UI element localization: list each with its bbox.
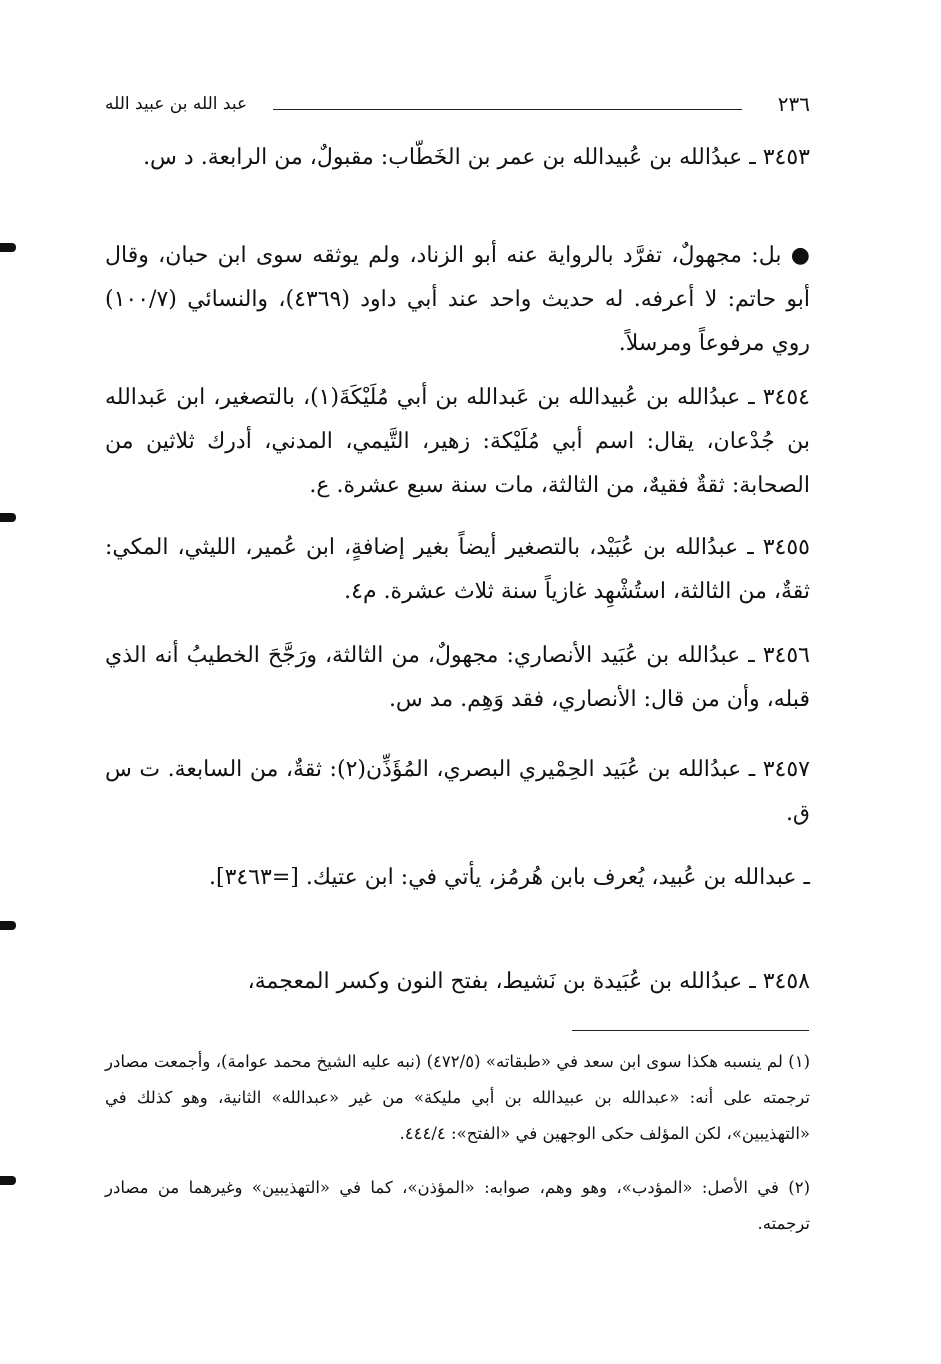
entry-3456: ٣٤٥٦ ـ عبدُالله بن عُبَيد الأنصاري: مجهولٌ، من الثالثة، ورَجَّحَ الخطيبُ أنه الذي قبله، وأن من قال: الأنصاري، فقد وَهِم. مد س.	[105, 643, 810, 712]
entry-3457: ٣٤٥٧ ـ عبدُالله بن عُبَيد الحِمْيري البصري، المُؤَذِّن(٢): ثقةٌ، من السابعة. ت س ق.	[105, 757, 810, 826]
footnote-2: (٢) في الأصل: «المؤدب»، وهو وهم، صوابه: «المؤذن»، كما في «التهذيبين» وغيرهما من مصادر ترجمته.	[105, 1178, 810, 1233]
scan-edge-mark	[0, 1176, 16, 1185]
running-title: عبد الله بن عبيد الله	[105, 94, 248, 114]
entry-3453-note: ● بل: مجهولٌ، تفرَّد بالرواية عنه أبو الزناد، ولم يوثقه سوى ابن حبان، وقال أبو حاتم: لا أعرفه. له حديث واحد عند أبي داود (٤٣٦٩)، والنسائي (١٠٠/٧) روي مرفوعاً ومرسلاً.	[105, 243, 810, 356]
page-header	[105, 92, 810, 122]
entry-cross-reference: ـ عبدالله بن عُبيد، يُعرف بابن هُرمُز، يأتي في: ابن عتيك. [=٣٤٦٣].	[209, 865, 810, 890]
scan-edge-mark	[0, 513, 16, 522]
entry-3455: ٣٤٥٥ ـ عبدُالله بن عُبَيْد، بالتصغير أيضاً بغير إضافةٍ، ابن عُمير، الليثي، المكي: ثقةٌ، من الثالثة، استُشْهِد غازياً سنة ثلاث عشرة. م٤.	[105, 535, 810, 604]
page-number: ٢٣٦	[777, 92, 810, 116]
entry-3454: ٣٤٥٤ ـ عبدُالله بن عُبيدالله بن عَبدالله بن أبي مُلَيْكَةَ(١)، بالتصغير، ابن عَبدالله بن جُدْعان، يقال: اسم أبي مُلَيْكة: زهير، التَّيمي، المدني، أدرك ثلاثين من الصحابة: ثقةٌ فقيهٌ، من الثالثة، مات سنة سبع عشرة. ع.	[105, 385, 810, 498]
footnote-separator	[572, 1030, 809, 1031]
scan-edge-mark	[0, 921, 16, 930]
entry-3458: ٣٤٥٨ ـ عبدُالله بن عُبَيدة بن نَشيط، بفتح النون وكسر المعجمة،	[247, 969, 810, 994]
scan-edge-mark	[0, 243, 16, 252]
header-rule	[273, 109, 742, 110]
entry-3453: ٣٤٥٣ ـ عبدُالله بن عُبيدالله بن عمر بن الخَطّاب: مقبولٌ، من الرابعة. د س.	[143, 145, 810, 170]
footnote-1: (١) لم ينسبه هكذا سوى ابن سعد في «طبقاته» (٤٧٢/٥) (نبه عليه الشيخ محمد عوامة)، وأجمعت مصادر ترجمته على أنه: «عبدالله بن عبيدالله بن أبي مليكة» من غير «عبدالله» الثانية، وهو كذلك في «التهذيبين»، لكن المؤلف حكى الوجهين في «الفتح»: ٤٤٤/٤.	[105, 1052, 810, 1143]
